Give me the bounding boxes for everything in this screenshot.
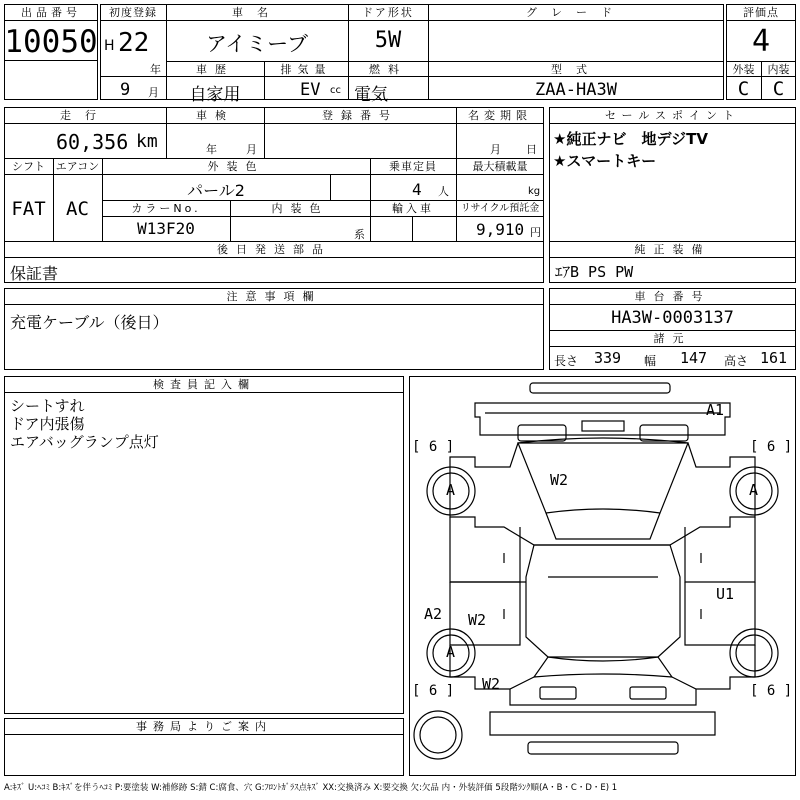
interior-color-label: 内装色 — [271, 202, 329, 215]
color-no: W13F20 — [137, 219, 195, 238]
legend: A:ｷｽﾞ U:ﾍｺﾐ B:ｷｽﾞを伴うﾍｺﾐ P:要塗装 W:補修跡 S:錆 C:腐食、穴 G:ﾌﾛﾝﾄｶﾞﾗｽ点ｷｽﾞ XX:交換済み X:要交換 欠:欠品 内・外装評価 5段階ﾗﾝｸ順(A・B・C・D・E) 1 — [4, 783, 618, 793]
mileage-unit: km — [136, 131, 158, 152]
damage-mark-w2-rear: W2 — [482, 675, 501, 693]
damage-mark-u1: U1 — [716, 585, 735, 603]
height: 161 — [760, 349, 788, 367]
lot-number: 10050 — [4, 24, 98, 60]
shift-label: シフト — [12, 160, 45, 173]
load-unit: kg — [528, 186, 541, 197]
tread-depth-rr: [ 6 ] — [750, 683, 793, 699]
model: ZAA-HA3W — [535, 80, 617, 100]
damage-mark-w2-door: W2 — [468, 611, 487, 629]
car-diagram — [409, 376, 796, 776]
sales-point: ★純正ナビ 地デジTV — [553, 130, 708, 148]
interior-label: 内装 — [767, 63, 790, 76]
score-label: 評価点 — [743, 6, 779, 19]
first-reg-label: 初度登録 — [109, 6, 157, 19]
inspection-label: 車検 — [196, 109, 234, 122]
equipment: ｴｱB PS PW — [555, 263, 634, 281]
reg-month: 9 — [120, 80, 131, 100]
exterior-color-label: 外装色 — [207, 160, 265, 173]
fuel-label: 燃料 — [369, 63, 407, 76]
inspection-year-unit: 年 — [206, 143, 217, 156]
damage-mark-a1: A1 — [706, 401, 725, 419]
car-name: アイミーブ — [205, 32, 309, 56]
dims-label: 諸元 — [653, 332, 692, 345]
width-label: 幅 — [644, 354, 657, 368]
displacement-label: 排気量 — [280, 63, 332, 76]
fuel: 電気 — [354, 85, 388, 105]
inspector-line: エアバッグランプ点灯 — [10, 433, 159, 451]
tread-depth-rl: [ 6 ] — [412, 683, 455, 699]
import-label: 輸入車 — [392, 202, 434, 215]
width: 147 — [680, 349, 708, 367]
inspection-month-unit: 月 — [246, 143, 257, 156]
capacity: 4 — [412, 180, 422, 199]
tire-mark-fr: A — [749, 481, 759, 499]
capacity-label: 乗車定員 — [389, 160, 437, 173]
ac-label: エアコン — [55, 160, 100, 173]
car-name-label: 車名 — [232, 6, 282, 19]
length-label: 長さ — [554, 354, 579, 368]
model-label: 型式 — [551, 63, 601, 76]
tire-mark-rl: A — [446, 643, 456, 661]
era: H — [104, 38, 115, 54]
year-unit: 年 — [150, 63, 161, 76]
lot-no-label: 出品番号 — [21, 6, 81, 19]
load-label: 最大積載量 — [472, 160, 528, 173]
height-label: 高さ — [724, 354, 749, 368]
tire-mark-fl: A — [446, 481, 456, 499]
sales-point: ★スマートキー — [553, 152, 657, 170]
inspector-line: ドア内張傷 — [10, 415, 85, 433]
exterior-color: パール2 — [187, 181, 245, 200]
nc-day-unit: 日 — [526, 143, 537, 156]
inspector-line: シートすれ — [10, 397, 85, 415]
reg-year: 22 — [118, 28, 150, 58]
interior-grade: C — [772, 78, 785, 100]
tread-depth-fl: [ 6 ] — [412, 439, 455, 455]
reg-no-label: 登録番号 — [322, 109, 398, 122]
color-no-label: カラーNo. — [131, 202, 201, 215]
later-items: 保証書 — [10, 264, 59, 283]
chassis-number: HA3W-0003137 — [611, 308, 734, 328]
ac: AC — [66, 198, 89, 220]
mileage: 60,356 — [56, 130, 129, 154]
mileage-label: 走行 — [60, 109, 110, 122]
name-change-label: 名変期限 — [468, 109, 532, 122]
history: 自家用 — [189, 85, 241, 105]
inspector-label: 検査員記入欄 — [153, 378, 255, 391]
displacement-unit: cc — [330, 85, 341, 96]
displacement: EV — [300, 80, 321, 100]
car-diagram-svg — [410, 377, 795, 775]
chassis-label: 車台番号 — [634, 290, 711, 303]
nc-month-unit: 月 — [490, 143, 501, 156]
tread-depth-fr: [ 6 ] — [750, 439, 793, 455]
month-unit: 月 — [148, 86, 159, 99]
damage-mark-w2-roof: W2 — [550, 471, 569, 489]
car-outline — [450, 383, 755, 754]
notes-label: 注意事項欄 — [226, 290, 322, 303]
score: 4 — [751, 24, 771, 59]
recycle-label: リサイクル預託金 — [460, 203, 540, 214]
capacity-unit: 人 — [438, 185, 449, 198]
history-label: 車歴 — [196, 63, 234, 76]
interior-color-unit: 系 — [354, 228, 365, 241]
recycle: 9,910 — [476, 220, 525, 239]
shift: FAT — [11, 198, 46, 220]
office-label: 事務局よりご案内 — [136, 720, 272, 733]
exterior-grade: C — [737, 78, 750, 100]
length: 339 — [594, 349, 622, 367]
sales-points-label: セールスポイント — [604, 109, 740, 122]
equipment-label: 純正装備 — [634, 243, 711, 256]
door-type: 5W — [374, 28, 402, 53]
grade-label: グレード — [526, 6, 626, 19]
notes-text: 充電ケーブル（後日） — [10, 313, 169, 332]
damage-mark-a2: A2 — [424, 605, 443, 623]
recycle-unit: 円 — [530, 226, 541, 239]
door-label: ドア形状 — [362, 6, 414, 19]
later-items-label: 後日発送部品 — [217, 243, 331, 256]
exterior-label: 外装 — [732, 63, 755, 76]
